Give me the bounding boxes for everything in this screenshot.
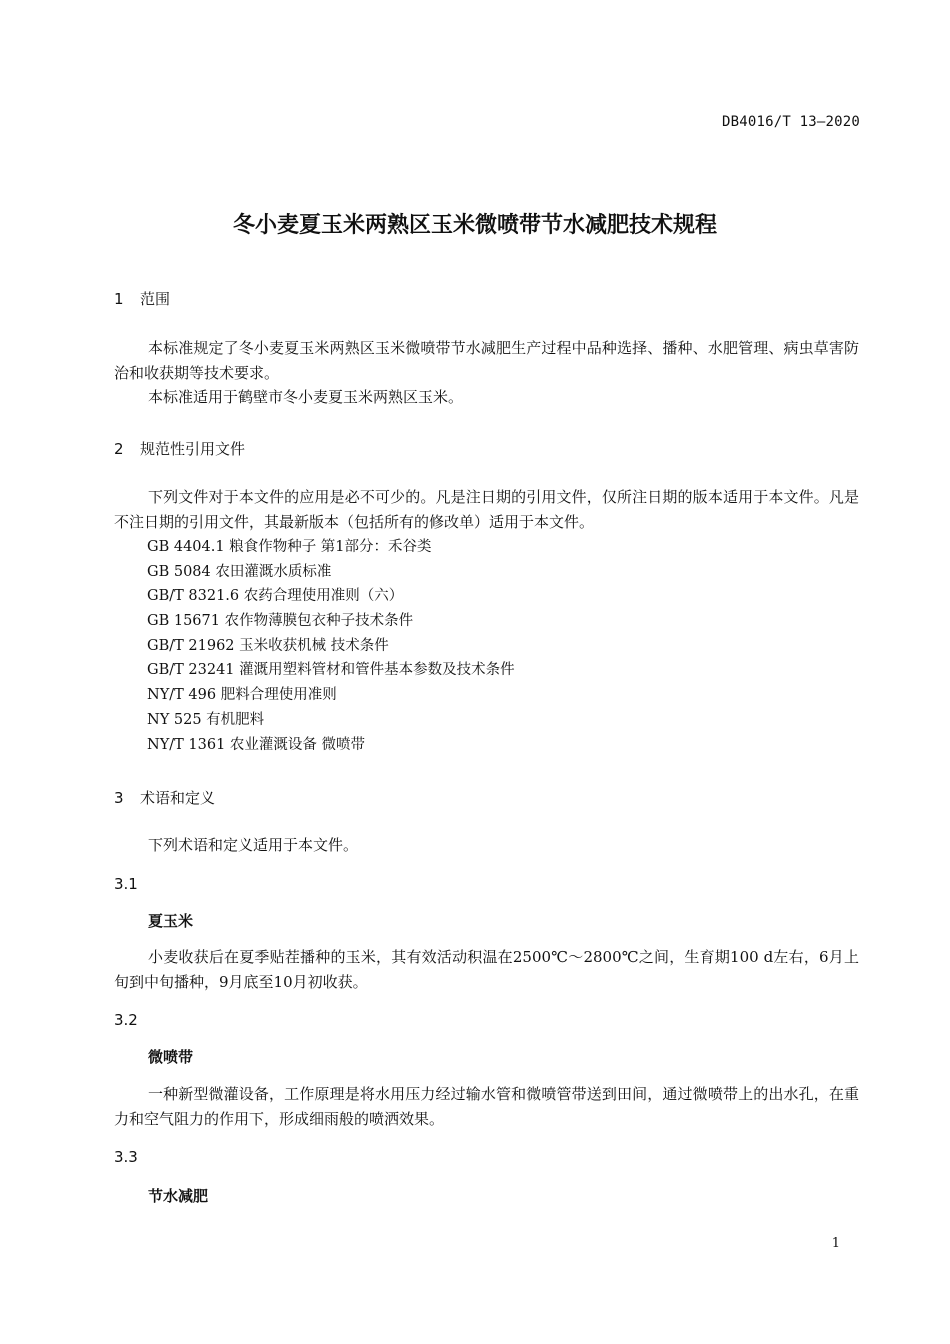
reference-item: NY/T 496 肥料合理使用准则 xyxy=(147,687,337,704)
term-number: 3.2 xyxy=(114,1011,138,1029)
terms-intro: 下列术语和定义适用于本文件。 xyxy=(148,836,359,854)
term-title: 节水减肥 xyxy=(148,1187,209,1205)
references-intro: 下列文件对于本文件的应用是必不可少的。凡是注日期的引用文件，仅所注日期的版本适用于本文件。凡是不注日期的引用文件，其最新版本（包括所有的修改单）适用于本文件。 xyxy=(114,488,859,531)
scope-paragraph: 本标准规定了冬小麦夏玉米两熟区玉米微喷带节水减肥生产过程中品种选择、播种、水肥管理、病虫草害防治和收获期等技术要求。 xyxy=(114,339,859,382)
page-number: 1 xyxy=(831,1236,840,1251)
term-number: 3.1 xyxy=(114,875,138,893)
reference-item: NY/T 1361 农业灌溉设备 微喷带 xyxy=(147,736,366,753)
section-title: 规范性引用文件 xyxy=(140,440,246,458)
scope-applicability: 本标准适用于鹤壁市冬小麦夏玉米两熟区玉米。 xyxy=(148,388,464,406)
section-title: 术语和定义 xyxy=(140,789,216,807)
reference-item: GB 4404.1 粮食作物种子 第1部分：禾谷类 xyxy=(147,539,432,555)
term-definition: 一种新型微灌设备，工作原理是将水用压力经过输水管和微喷管带送到田间，通过微喷带上的出水孔，在重力和空气阻力的作用下，形成细雨般的喷洒效果。 xyxy=(114,1085,859,1128)
reference-item: GB/T 23241 灌溉用塑料管材和管件基本参数及技术条件 xyxy=(147,662,515,679)
section-number: 2 xyxy=(114,440,124,458)
reference-item: GB 5084 农田灌溉水质标准 xyxy=(147,563,332,580)
term-title: 微喷带 xyxy=(148,1048,194,1066)
reference-item: GB/T 8321.6 农药合理使用准则（六） xyxy=(147,588,404,605)
section-1-heading xyxy=(114,288,170,309)
reference-item: NY 525 有机肥料 xyxy=(147,711,265,728)
term-number: 3.3 xyxy=(114,1148,138,1166)
section-2-heading xyxy=(114,438,245,459)
document-code: DB4016/T 13—2020 xyxy=(721,114,860,130)
section-3-heading xyxy=(114,787,215,808)
term-title: 夏玉米 xyxy=(148,912,194,930)
term-definition: 小麦收获后在夏季贴茬播种的玉米，其有效活动积温在2500℃～2800℃之间，生育期100 d左右，6月上旬到中旬播种，9月底至10月初收获。 xyxy=(114,948,859,991)
section-title: 范围 xyxy=(140,290,171,308)
reference-list xyxy=(147,535,515,757)
section-number: 1 xyxy=(114,290,124,308)
reference-item: GB/T 21962 玉米收获机械 技术条件 xyxy=(147,637,389,654)
reference-item: GB 15671 农作物薄膜包衣种子技术条件 xyxy=(147,613,414,630)
document-title: 冬小麦夏玉米两熟区玉米微喷带节水减肥技术规程 xyxy=(232,213,717,238)
section-number: 3 xyxy=(114,789,124,807)
